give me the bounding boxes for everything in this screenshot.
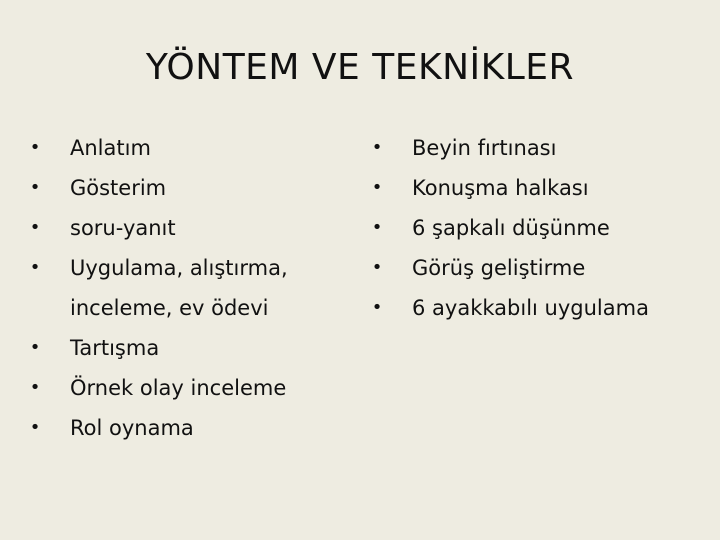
list-item-text-line-1: Uygulama, alıştırma, <box>70 256 288 280</box>
list-item <box>370 128 710 168</box>
list-item-text: soru-yanıt <box>70 216 176 240</box>
list-item-text: Örnek olay inceleme <box>70 376 287 400</box>
list-item-text: Görüş geliştirme <box>412 256 586 280</box>
list-item <box>28 368 348 408</box>
bullet-icon: • <box>29 137 41 158</box>
list-item <box>370 288 710 328</box>
bullet-icon: • <box>371 137 383 158</box>
list-item-text: 6 ayakkabılı uygulama <box>412 296 649 320</box>
list-item <box>28 128 348 168</box>
bullet-icon: • <box>29 217 41 238</box>
bullet-icon: • <box>371 217 383 238</box>
list-item-text: Anlatım <box>70 136 151 160</box>
list-item-text: 6 şapkalı düşünme <box>412 216 610 240</box>
list-item <box>28 328 348 368</box>
bullet-icon: • <box>29 377 41 398</box>
list-item <box>28 408 348 448</box>
list-item <box>28 248 348 328</box>
list-item-text: Rol oynama <box>70 416 194 440</box>
list-item-text-line-2: inceleme, ev ödevi <box>70 296 269 320</box>
slide-title: YÖNTEM VE TEKNİKLER <box>145 47 575 88</box>
bullet-icon: • <box>29 417 41 438</box>
bullet-icon: • <box>371 177 383 198</box>
bullet-icon: • <box>371 297 383 318</box>
list-item <box>370 248 710 288</box>
list-item-text: Tartışma <box>70 336 160 360</box>
list-item <box>28 208 348 248</box>
list-item <box>370 208 710 248</box>
bullet-icon: • <box>29 257 41 278</box>
left-bullet-list <box>28 128 348 448</box>
right-bullet-list <box>370 128 710 328</box>
list-item <box>28 168 348 208</box>
bullet-icon: • <box>371 257 383 278</box>
list-item <box>370 168 710 208</box>
list-item-text: Gösterim <box>70 176 167 200</box>
list-item-text: Konuşma halkası <box>412 176 589 200</box>
bullet-icon: • <box>29 337 41 358</box>
list-item-text: Beyin fırtınası <box>412 136 557 160</box>
bullet-icon: • <box>29 177 41 198</box>
